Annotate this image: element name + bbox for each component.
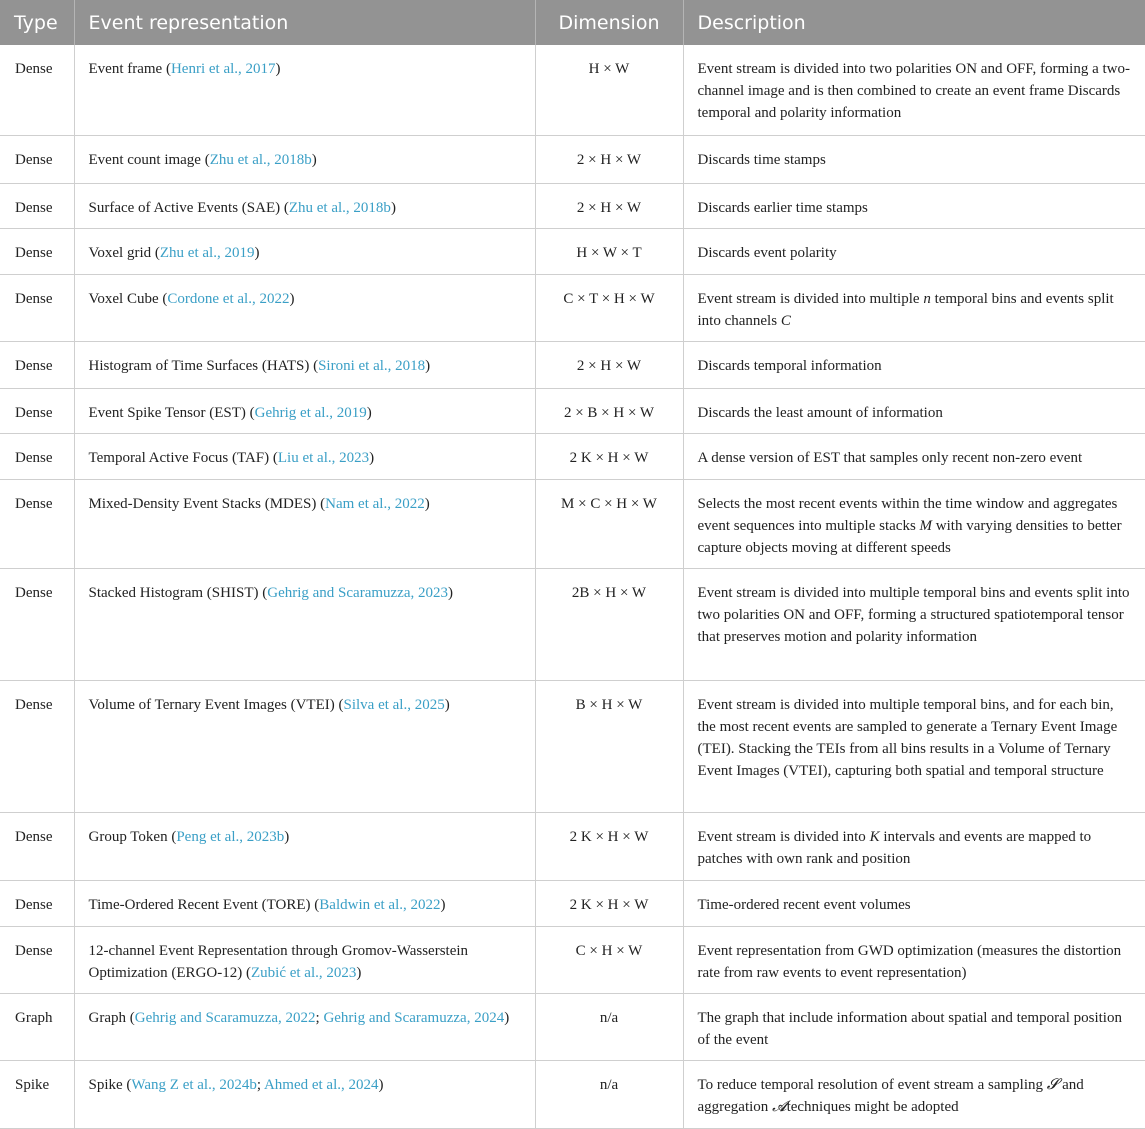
dimension-cell: n/a [535, 1060, 683, 1128]
table-row [0, 880, 1145, 926]
description-text: 𝓐 [772, 1098, 787, 1115]
description-text: Event stream is divided into two polarities ON and OFF, forming a two-channel image and is then combined to create an event frame Discards temporal and polarity information [697, 61, 1130, 121]
header-event-representation: Event representation [74, 0, 535, 45]
representation-name: Spike [88, 1076, 123, 1093]
description-text: with varying densities to better capture objects moving at different speeds [697, 517, 1122, 556]
dimension-cell: H × W × T [535, 228, 683, 274]
description-text: Selects the most recent events within the time window and aggregates event sequences into multiple stacks [697, 495, 1118, 534]
description-text: Discards earlier time stamps [697, 199, 868, 216]
citation-link[interactable]: Silva et al., 2025 [343, 696, 445, 713]
citation-link[interactable]: Gehrig and Scaramuzza, 2022 [134, 1009, 316, 1026]
dimension-cell: 2 × B × H × W [535, 388, 683, 433]
dimension-cell: 2B × H × W [535, 568, 683, 680]
dimension-cell: B × H × W [535, 680, 683, 812]
representation-cell: Group Token (Peng et al., 2023b) [74, 812, 535, 880]
description-cell [683, 568, 1145, 680]
description-cell [683, 135, 1145, 183]
type-cell: Dense [0, 926, 74, 993]
representation-cell: Spike (Wang Z et al., 2024b; Ahmed et al., 2024) [74, 1060, 535, 1128]
citation-link[interactable]: Gehrig and Scaramuzza, 2023 [267, 584, 448, 601]
citation-link[interactable]: Liu et al., 2023 [277, 449, 370, 466]
representation-name: Surface of Active Events (SAE) [88, 199, 281, 216]
table-row [0, 274, 1145, 341]
representation-cell: Event frame (Henri et al., 2017) [74, 45, 535, 135]
dimension-cell: 2 K × H × W [535, 880, 683, 926]
description-text: n [923, 290, 931, 307]
dimension-cell: 2 × H × W [535, 135, 683, 183]
citation-link[interactable]: Nam et al., 2022 [325, 495, 425, 512]
description-text: techniques might be adopted [786, 1098, 959, 1115]
header-dimension: Dimension [535, 0, 683, 45]
representation-name: Graph [88, 1009, 126, 1026]
description-text: Event stream is divided into [697, 828, 870, 845]
description-text: Discards the least amount of information [697, 404, 943, 421]
description-text: M [919, 517, 933, 534]
type-cell: Dense [0, 680, 74, 812]
representation-name: Voxel grid [88, 244, 152, 261]
representation-cell: Stacked Histogram (SHIST) (Gehrig and Scaramuzza, 2023) [74, 568, 535, 680]
description-text: Discards time stamps [697, 151, 826, 168]
table-row [0, 433, 1145, 479]
citation-link[interactable]: Gehrig and Scaramuzza, 2024 [323, 1009, 505, 1026]
type-cell: Dense [0, 183, 74, 228]
representation-cell: 12-channel Event Representation through Gromov-Wasserstein Optimization (ERGO-12) (Zubić et al., 2023) [74, 926, 535, 993]
representation-name: Mixed-Density Event Stacks (MDES) [88, 495, 317, 512]
representation-cell: Event count image (Zhu et al., 2018b) [74, 135, 535, 183]
representation-name: 12-channel Event Representation through Gromov-Wasserstein Optimization (ERGO-12) [88, 942, 469, 981]
representation-name: Event Spike Tensor (EST) [88, 404, 246, 421]
description-cell [683, 341, 1145, 388]
description-text: Event stream is divided into multiple temporal bins and events split into two polarities ON and OFF, forming a structured spatiotemporal tensor that preserves motion and polarity information [697, 584, 1130, 645]
type-cell: Graph [0, 993, 74, 1060]
description-cell [683, 812, 1145, 880]
description-cell [683, 680, 1145, 812]
type-cell: Dense [0, 812, 74, 880]
representation-name: Group Token [88, 828, 168, 845]
table-row [0, 993, 1145, 1060]
type-cell: Dense [0, 568, 74, 680]
citation-link[interactable]: Zhu et al., 2018b [288, 199, 391, 216]
representation-name: Histogram of Time Surfaces (HATS) [88, 357, 310, 374]
header-type: Type [0, 0, 74, 45]
description-cell [683, 880, 1145, 926]
representation-name: Volume of Ternary Event Images (VTEI) [88, 696, 335, 713]
type-cell: Dense [0, 479, 74, 568]
dimension-cell: H × W [535, 45, 683, 135]
representation-cell: Voxel Cube (Cordone et al., 2022) [74, 274, 535, 341]
representation-name: Voxel Cube [88, 290, 159, 307]
dimension-cell: M × C × H × W [535, 479, 683, 568]
representation-name: Temporal Active Focus (TAF) [88, 449, 270, 466]
citation-link[interactable]: Ahmed et al., 2024 [263, 1076, 379, 1093]
description-cell [683, 433, 1145, 479]
description-text: Discards event polarity [697, 244, 837, 261]
type-cell: Spike [0, 1060, 74, 1128]
table-row [0, 183, 1145, 228]
table-row [0, 228, 1145, 274]
description-text: and aggregation [697, 1076, 1084, 1115]
dimension-cell: n/a [535, 993, 683, 1060]
table-row [0, 479, 1145, 568]
type-cell: Dense [0, 433, 74, 479]
table-row [0, 388, 1145, 433]
citation-link[interactable]: Gehrig et al., 2019 [254, 404, 367, 421]
dimension-cell: C × T × H × W [535, 274, 683, 341]
citation-link[interactable]: Zhu et al., 2019 [159, 244, 255, 261]
table-row [0, 135, 1145, 183]
citation-link[interactable]: Peng et al., 2023b [176, 828, 285, 845]
citation-link[interactable]: Zhu et al., 2018b [209, 151, 312, 168]
representation-name: Time-Ordered Recent Event (TORE) [88, 896, 311, 913]
citation-link[interactable]: Zubić et al., 2023 [250, 964, 357, 981]
table-row [0, 812, 1145, 880]
description-text: Time-ordered recent event volumes [697, 896, 911, 913]
type-cell: Dense [0, 274, 74, 341]
description-text: Event stream is divided into multiple [697, 290, 924, 307]
representation-cell: Graph (Gehrig and Scaramuzza, 2022; Gehrig and Scaramuzza, 2024) [74, 993, 535, 1060]
description-text: Event stream is divided into multiple temporal bins, and for each bin, the most recent events are sampled to generate a Ternary Event Image (TEI). Stacking the TEIs from all bins results in a Volume of Ternary Event Images (VTEI), capturing both spatial and temporal structure [697, 696, 1118, 779]
representation-name: Event count image [88, 151, 201, 168]
representation-cell: Histogram of Time Surfaces (HATS) (Sironi et al., 2018) [74, 341, 535, 388]
representation-cell: Time-Ordered Recent Event (TORE) (Baldwin et al., 2022) [74, 880, 535, 926]
representation-cell: Voxel grid (Zhu et al., 2019) [74, 228, 535, 274]
citation-link[interactable]: Henri et al., 2017 [170, 61, 276, 77]
description-cell [683, 183, 1145, 228]
citation-link[interactable]: Baldwin et al., 2022 [319, 896, 441, 913]
table-row [0, 1060, 1145, 1128]
description-text: Discards temporal information [697, 357, 882, 374]
description-cell [683, 479, 1145, 568]
description-text: 𝓢 [1046, 1076, 1059, 1093]
description-text: The graph that include information about spatial and temporal position of the event [697, 1009, 1122, 1048]
representation-cell: Temporal Active Focus (TAF) (Liu et al., 2023) [74, 433, 535, 479]
dimension-cell: C × H × W [535, 926, 683, 993]
description-cell [683, 45, 1145, 135]
type-cell: Dense [0, 388, 74, 433]
type-cell: Dense [0, 135, 74, 183]
citation-link[interactable]: Sironi et al., 2018 [318, 357, 426, 374]
description-cell [683, 274, 1145, 341]
table-row [0, 680, 1145, 812]
type-cell: Dense [0, 341, 74, 388]
representation-name: Stacked Histogram (SHIST) [88, 584, 259, 601]
representation-cell: Mixed-Density Event Stacks (MDES) (Nam et al., 2022) [74, 479, 535, 568]
description-cell [683, 388, 1145, 433]
dimension-cell: 2 K × H × W [535, 433, 683, 479]
representation-cell: Volume of Ternary Event Images (VTEI) (Silva et al., 2025) [74, 680, 535, 812]
table-row [0, 926, 1145, 993]
citation-link[interactable]: Cordone et al., 2022 [167, 290, 290, 307]
description-text: temporal bins and events split into channels [697, 290, 1114, 329]
representation-cell: Event Spike Tensor (EST) (Gehrig et al., 2019) [74, 388, 535, 433]
description-cell [683, 1060, 1145, 1128]
header-row [0, 0, 1145, 45]
representation-name: Event frame [88, 61, 163, 77]
dimension-cell: 2 × H × W [535, 341, 683, 388]
description-text: C [780, 312, 791, 329]
table-row [0, 341, 1145, 388]
type-cell: Dense [0, 880, 74, 926]
header-description: Description [683, 0, 1145, 45]
table-row [0, 568, 1145, 680]
type-cell: Dense [0, 45, 74, 135]
dimension-cell: 2 K × H × W [535, 812, 683, 880]
table-row [0, 45, 1145, 135]
description-cell [683, 228, 1145, 274]
description-text: To reduce temporal resolution of event stream a sampling [697, 1076, 1047, 1093]
description-text: Event representation from GWD optimization (measures the distortion rate from raw events to event representation) [697, 942, 1122, 981]
dimension-cell: 2 × H × W [535, 183, 683, 228]
representation-cell: Surface of Active Events (SAE) (Zhu et al., 2018b) [74, 183, 535, 228]
description-cell [683, 926, 1145, 993]
description-text: K [869, 828, 880, 845]
citation-link[interactable]: Wang Z et al., 2024b [131, 1076, 257, 1093]
type-cell: Dense [0, 228, 74, 274]
description-text: intervals and events are mapped to patches with own rank and position [697, 828, 1092, 867]
description-text: A dense version of EST that samples only recent non-zero event [697, 449, 1083, 466]
description-cell [683, 993, 1145, 1060]
